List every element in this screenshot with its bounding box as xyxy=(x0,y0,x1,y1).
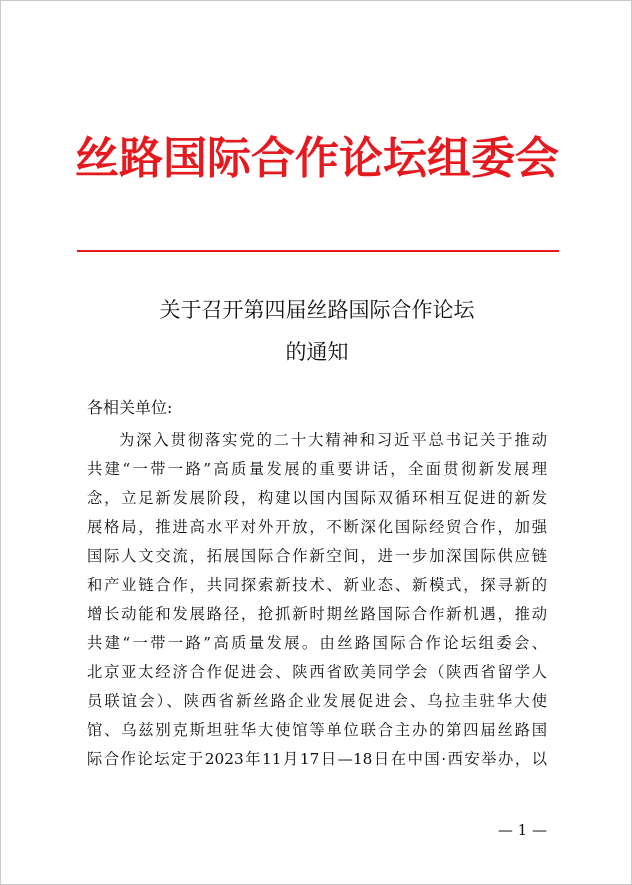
body-line: 共建“一带一路”高质量发展。由丝路国际合作论坛组委会、 xyxy=(87,634,547,652)
body-line: 馆、乌兹别克斯坦驻华大使馆等单位联合主办的第四届丝路国 xyxy=(87,721,547,739)
body-line: 展格局，推进高水平对外开放，不断深化国际经贸合作，加强 xyxy=(87,518,547,536)
salutation: 各相关单位: xyxy=(87,398,173,417)
page-number: — 1 — xyxy=(497,821,547,839)
body-line: 际合作论坛定于2023年11月17日—18日在中国·西安举办，以 xyxy=(87,750,547,768)
body-line: 和产业链合作，共同探索新技术、新业态、新模式，探寻新的 xyxy=(87,576,547,594)
body-line: 为深入贯彻落实党的二十大精神和习近平总书记关于推动 xyxy=(119,431,547,449)
body-line: 念，立足新发展阶段，构建以国内国际双循环相互促进的新发 xyxy=(87,489,547,507)
body-line: 国际人文交流，拓展国际合作新空间，进一步加深国际供应链 xyxy=(87,547,547,565)
body-line: 北京亚太经济合作促进会、陕西省欧美同学会（陕西省留学人 xyxy=(87,663,547,681)
red-divider-line xyxy=(77,250,559,252)
notice-title-line-2: 的通知 xyxy=(285,340,349,364)
body-line: 增长动能和发展路径，抢抓新时期丝路国际合作新机遇，推动 xyxy=(87,605,547,623)
body-line: 员联谊会）、陕西省新丝路企业发展促进会、乌拉圭驻华大使 xyxy=(87,692,547,710)
body-line: 共建“一带一路”高质量发展的重要讲话，全面贯彻新发展理 xyxy=(87,460,547,478)
notice-title-line-1: 关于召开第四届丝路国际合作论坛 xyxy=(159,298,475,322)
organization-title: 丝路国际合作论坛组委会 xyxy=(75,133,559,184)
